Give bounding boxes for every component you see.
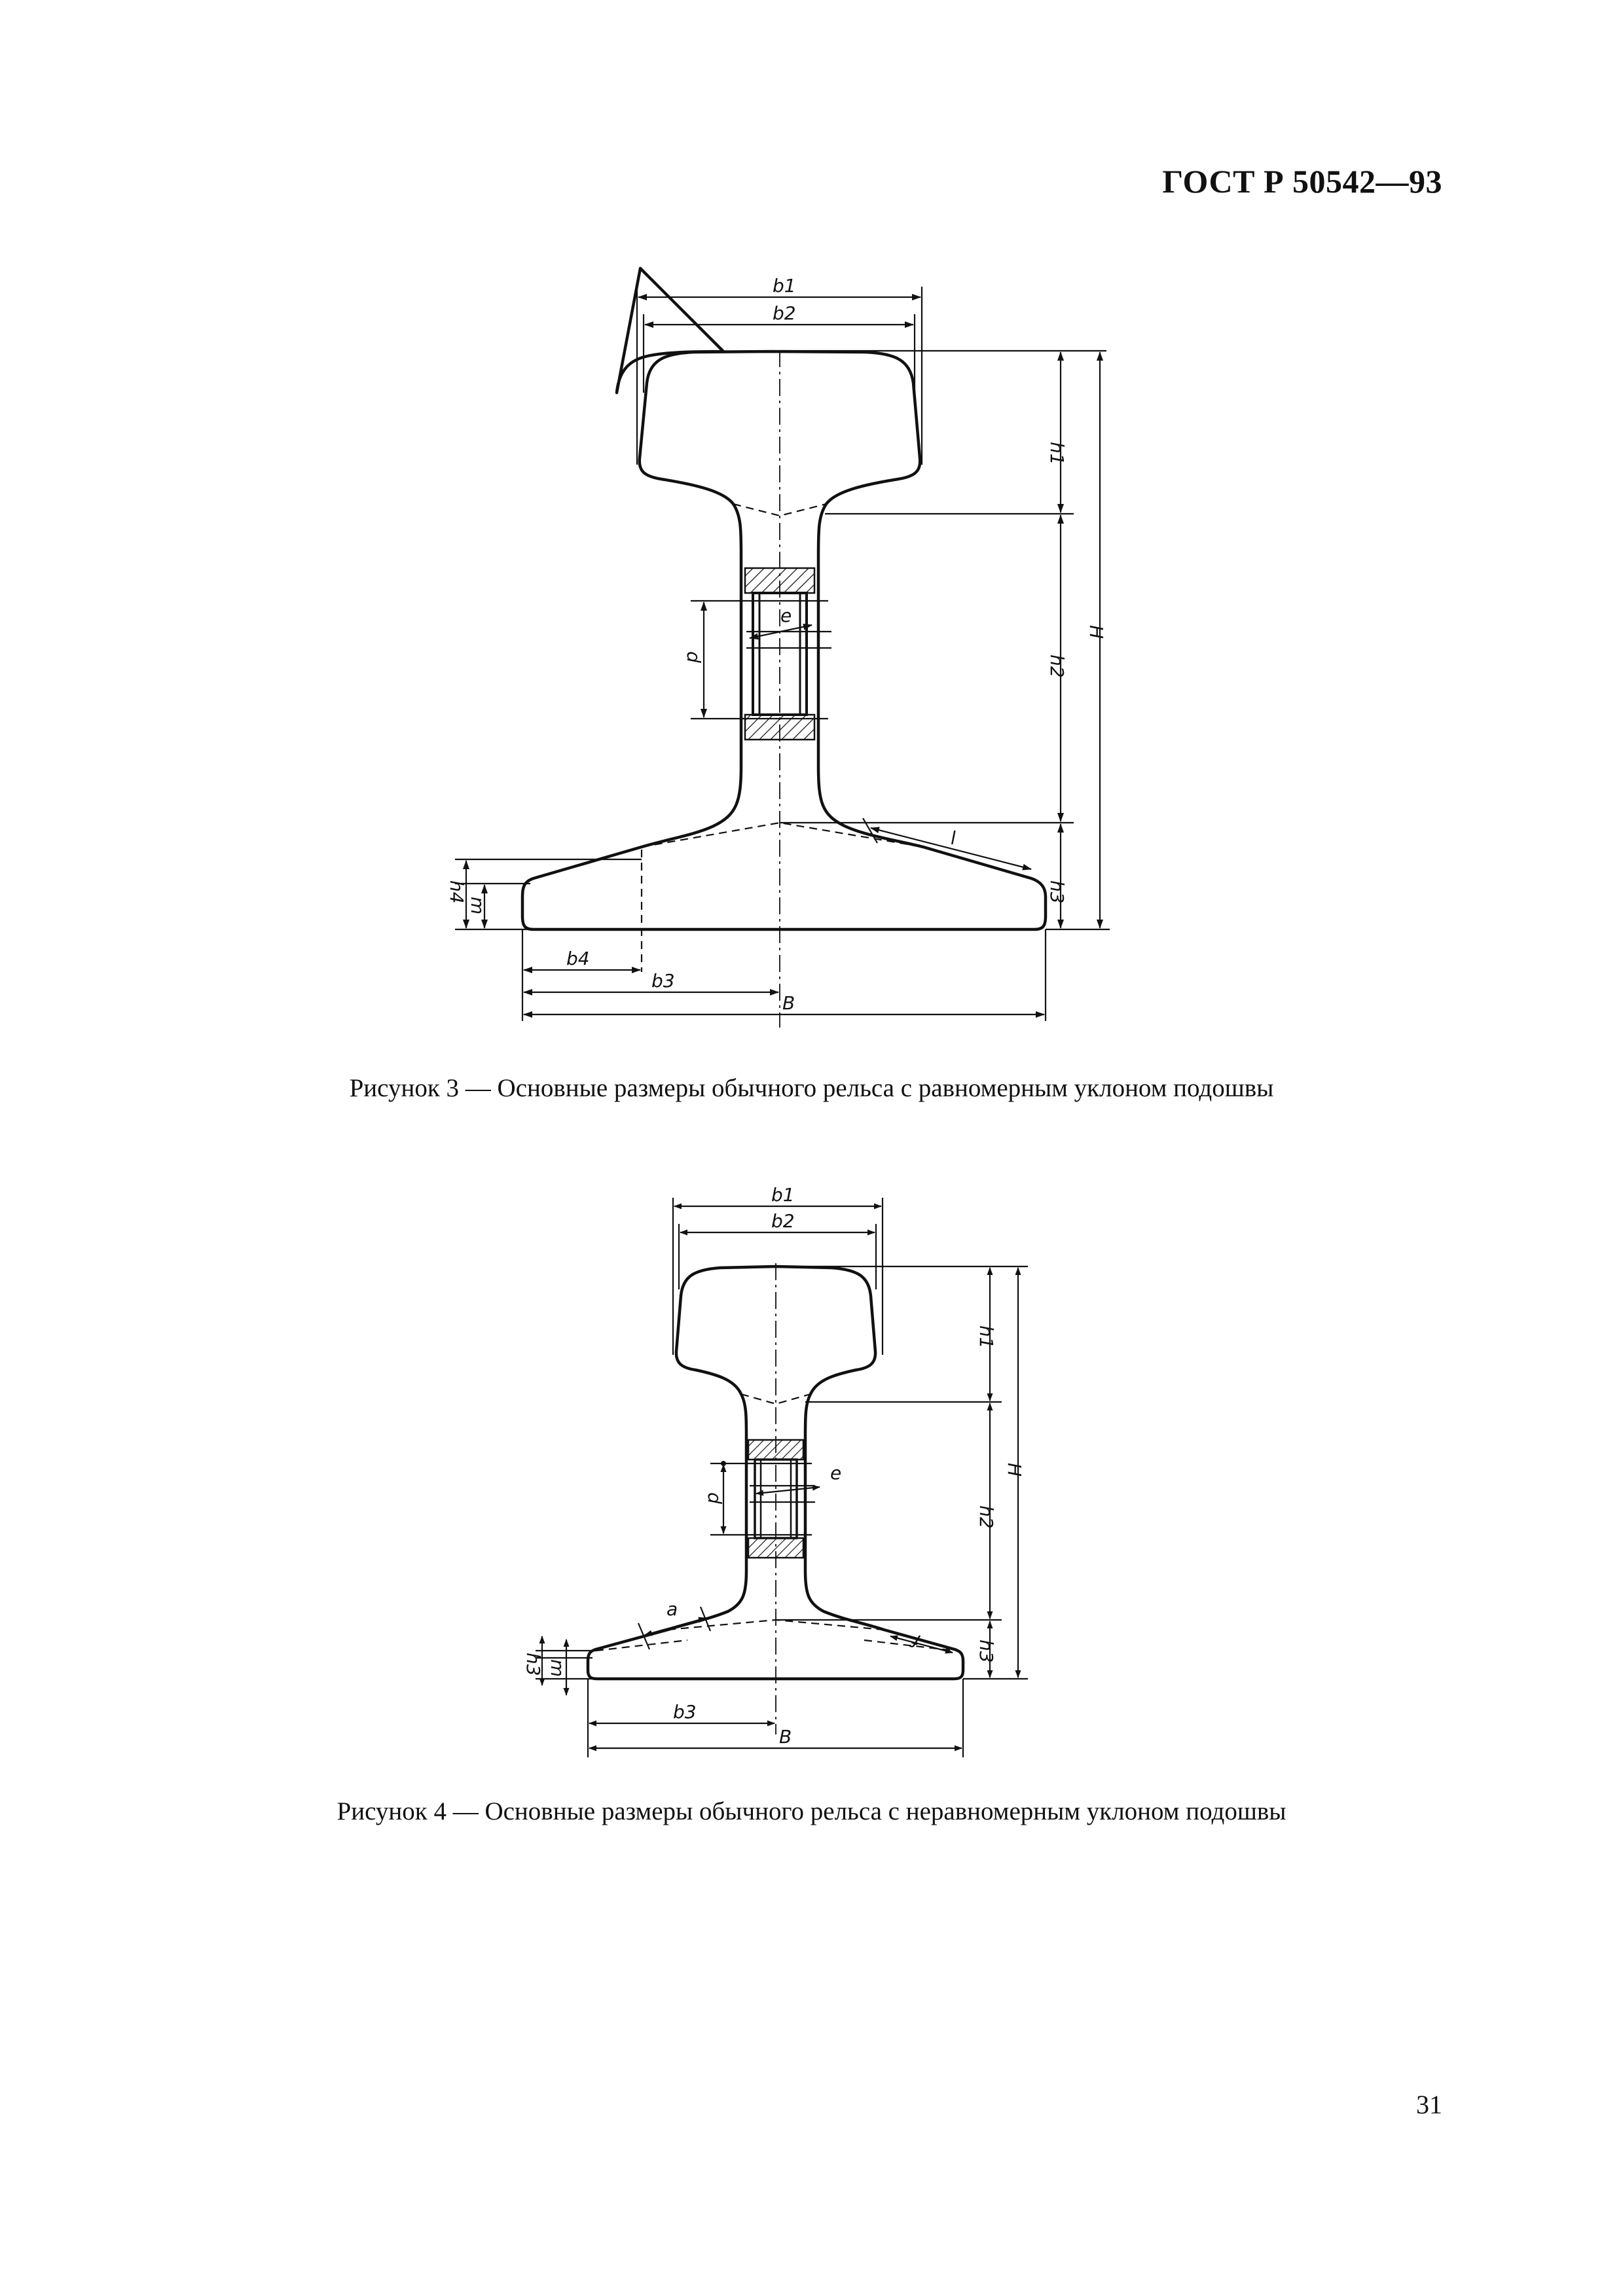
hole-top-hatch — [745, 568, 814, 593]
label-h2-fig4: h2 — [976, 1505, 997, 1529]
label-B: B — [782, 992, 795, 1014]
label-h1-fig4: h1 — [976, 1325, 997, 1349]
label-b1-fig4: b1 — [771, 1184, 795, 1206]
label-b2: b2 — [773, 302, 796, 324]
rail-profile — [522, 351, 1046, 929]
label-B-fig4: B — [779, 1726, 792, 1748]
label-f: f — [909, 1630, 924, 1653]
page-number: 31 — [1416, 2090, 1442, 2119]
d-dim-dot — [721, 1461, 726, 1466]
label-l: l — [951, 827, 956, 849]
label-h2: h2 — [1046, 655, 1068, 678]
rail-section-drawing-nonuniform-slope — [498, 1178, 1048, 1767]
label-e: e — [780, 605, 792, 626]
hole-top-hatch-fig4 — [748, 1440, 803, 1460]
label-b1: b1 — [773, 275, 796, 296]
rail-outline — [617, 268, 723, 393]
label-d-fig4: d — [704, 1492, 725, 1504]
hole-bottom-hatch-fig4 — [748, 1538, 803, 1558]
label-h3: h3 — [1046, 880, 1068, 904]
l-ext — [863, 818, 877, 843]
label-h3-left-fig4: h3 — [522, 1653, 544, 1676]
label-H: H — [1085, 625, 1107, 639]
e-dim-fig4 — [756, 1487, 820, 1494]
document-header: ГОСТ Р 50542—93 — [1162, 163, 1442, 200]
figure-4-rail-drawing — [498, 1178, 1048, 1767]
label-d: d — [683, 651, 704, 663]
label-m-fig4: m — [547, 1659, 568, 1677]
figure-4-caption: Рисунок 4 — Основные размеры обычного рельса с неравномерным уклоном подошвы — [337, 1797, 1286, 1825]
label-m: m — [467, 897, 488, 915]
rail-section-drawing-uniform-slope — [419, 268, 1139, 1041]
label-b3-fig4: b3 — [673, 1701, 697, 1723]
label-e-fig4: e — [830, 1462, 842, 1484]
label-a: a — [666, 1598, 678, 1620]
label-h1: h1 — [1046, 442, 1068, 465]
label-b3: b3 — [651, 970, 675, 992]
label-b4: b4 — [566, 948, 590, 969]
label-b2-fig4: b2 — [771, 1210, 795, 1232]
label-h4: h4 — [446, 880, 467, 904]
figure-3-caption: Рисунок 3 — Основные размеры обычного рельса с равномерным уклоном подошвы — [349, 1074, 1274, 1102]
figure-3-rail-drawing — [419, 268, 1139, 1041]
label-h3-right-fig4: h3 — [976, 1640, 997, 1663]
label-H-fig4: H — [1004, 1463, 1025, 1477]
